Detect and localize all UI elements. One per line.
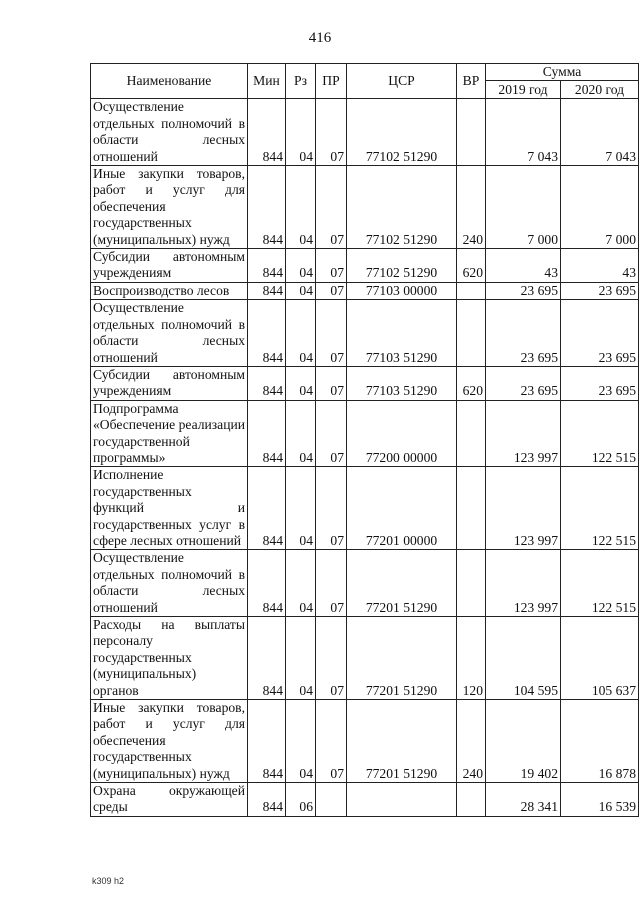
row-pr: [316, 783, 347, 817]
row-csr: 77201 51290: [347, 617, 457, 700]
row-name: Осуществление отдельных полномочий в области лесных отношений: [91, 550, 248, 617]
table-row: [91, 783, 639, 817]
row-name: Иные закупки товаров, работ и услуг для обеспечения государственных (муниципальных) нужд: [91, 166, 248, 249]
row-name: Расходы на выплаты персоналу государственных (муниципальных) органов: [91, 617, 248, 700]
row-pr: 07: [316, 400, 347, 467]
row-csr: [347, 783, 457, 817]
row-min: 844: [248, 617, 286, 700]
row-vr: [457, 300, 486, 367]
row-vr: [457, 282, 486, 299]
row-csr: 77102 51290: [347, 166, 457, 249]
row-csr: 77201 51290: [347, 550, 457, 617]
header-year-2019: 2019 год: [486, 81, 561, 99]
row-csr: 77201 00000: [347, 467, 457, 550]
row-amount-2019: 123 997: [486, 550, 561, 617]
row-min: 844: [248, 366, 286, 400]
footer-code: k309 h2: [92, 876, 125, 886]
row-pr: 07: [316, 550, 347, 617]
table-row: [91, 300, 639, 367]
row-rz: 04: [286, 400, 316, 467]
row-rz: 04: [286, 300, 316, 367]
row-csr: 77103 51290: [347, 366, 457, 400]
row-rz: 04: [286, 617, 316, 700]
row-rz: 06: [286, 783, 316, 817]
row-csr: 77201 51290: [347, 700, 457, 783]
row-pr: 07: [316, 467, 347, 550]
row-amount-2020: 16 878: [561, 700, 639, 783]
row-min: 844: [248, 467, 286, 550]
row-csr: 77102 51290: [347, 249, 457, 283]
header-sum: Сумма: [486, 64, 639, 81]
row-amount-2019: 7 043: [486, 99, 561, 166]
row-amount-2020: 122 515: [561, 550, 639, 617]
row-amount-2019: 7 000: [486, 166, 561, 249]
row-csr: 77103 00000: [347, 282, 457, 299]
row-amount-2020: 23 695: [561, 366, 639, 400]
row-min: 844: [248, 249, 286, 283]
row-min: 844: [248, 550, 286, 617]
table-row: [91, 282, 639, 299]
row-amount-2019: 104 595: [486, 617, 561, 700]
row-rz: 04: [286, 550, 316, 617]
row-amount-2019: 123 997: [486, 400, 561, 467]
table-row: [91, 550, 639, 617]
row-pr: 07: [316, 249, 347, 283]
row-rz: 04: [286, 366, 316, 400]
row-name: Осуществление отдельных полномочий в области лесных отношений: [91, 300, 248, 367]
row-vr: 240: [457, 700, 486, 783]
row-rz: 04: [286, 166, 316, 249]
row-min: 844: [248, 300, 286, 367]
row-vr: 240: [457, 166, 486, 249]
row-name: Субсидии автономным учреждениям: [91, 249, 248, 283]
row-amount-2019: 23 695: [486, 300, 561, 367]
row-vr: [457, 99, 486, 166]
row-amount-2020: 23 695: [561, 300, 639, 367]
header-pr: ПР: [316, 64, 347, 99]
row-vr: 620: [457, 249, 486, 283]
row-amount-2019: 43: [486, 249, 561, 283]
row-csr: 77200 00000: [347, 400, 457, 467]
row-amount-2020: 122 515: [561, 400, 639, 467]
header-year-2020: 2020 год: [561, 81, 639, 99]
row-min: 844: [248, 282, 286, 299]
page-number: 416: [308, 30, 332, 46]
row-name: Воспроизводство лесов: [91, 282, 248, 299]
row-min: 844: [248, 700, 286, 783]
row-vr: [457, 783, 486, 817]
table-row: [91, 467, 639, 550]
header-name: Наименование: [91, 64, 248, 99]
row-pr: 07: [316, 700, 347, 783]
row-amount-2019: 123 997: [486, 467, 561, 550]
header-csr: ЦСР: [347, 64, 457, 99]
row-amount-2019: 19 402: [486, 700, 561, 783]
row-amount-2020: 7 000: [561, 166, 639, 249]
table-row: [91, 617, 639, 700]
row-vr: 620: [457, 366, 486, 400]
table-row: [91, 400, 639, 467]
table-row: [91, 166, 639, 249]
table-row: [91, 249, 639, 283]
row-amount-2020: 105 637: [561, 617, 639, 700]
row-pr: 07: [316, 300, 347, 367]
row-vr: [457, 550, 486, 617]
header-rz: Рз: [286, 64, 316, 99]
row-name: Иные закупки товаров, работ и услуг для обеспечения государственных (муниципальных) нужд: [91, 700, 248, 783]
row-rz: 04: [286, 99, 316, 166]
row-pr: 07: [316, 282, 347, 299]
row-amount-2019: 28 341: [486, 783, 561, 817]
header-min: Мин: [248, 64, 286, 99]
table-body: [91, 99, 639, 816]
row-pr: 07: [316, 166, 347, 249]
row-vr: 120: [457, 617, 486, 700]
row-csr: 77102 51290: [347, 99, 457, 166]
row-amount-2020: 23 695: [561, 282, 639, 299]
row-name: Исполнение государственных функций и государственных услуг в сфере лесных отношений: [91, 467, 248, 550]
row-rz: 04: [286, 282, 316, 299]
row-name: Субсидии автономным учреждениям: [91, 366, 248, 400]
budget-table: [90, 63, 639, 817]
row-amount-2019: 23 695: [486, 282, 561, 299]
row-amount-2020: 7 043: [561, 99, 639, 166]
row-rz: 04: [286, 700, 316, 783]
row-csr: 77103 51290: [347, 300, 457, 367]
row-name: Осуществление отдельных полномочий в области лесных отношений: [91, 99, 248, 166]
row-rz: 04: [286, 249, 316, 283]
table-row: [91, 99, 639, 166]
row-rz: 04: [286, 467, 316, 550]
row-amount-2019: 23 695: [486, 366, 561, 400]
row-name: Подпрограмма «Обеспечение реализации государственной программы»: [91, 400, 248, 467]
row-min: 844: [248, 166, 286, 249]
row-pr: 07: [316, 99, 347, 166]
table-row: [91, 366, 639, 400]
table-row: [91, 700, 639, 783]
row-amount-2020: 122 515: [561, 467, 639, 550]
row-min: 844: [248, 99, 286, 166]
row-pr: 07: [316, 366, 347, 400]
row-name: Охрана окружающей среды: [91, 783, 248, 817]
header-vr: ВР: [457, 64, 486, 99]
row-min: 844: [248, 400, 286, 467]
row-vr: [457, 400, 486, 467]
row-min: 844: [248, 783, 286, 817]
row-amount-2020: 16 539: [561, 783, 639, 817]
row-vr: [457, 467, 486, 550]
row-pr: 07: [316, 617, 347, 700]
row-amount-2020: 43: [561, 249, 639, 283]
